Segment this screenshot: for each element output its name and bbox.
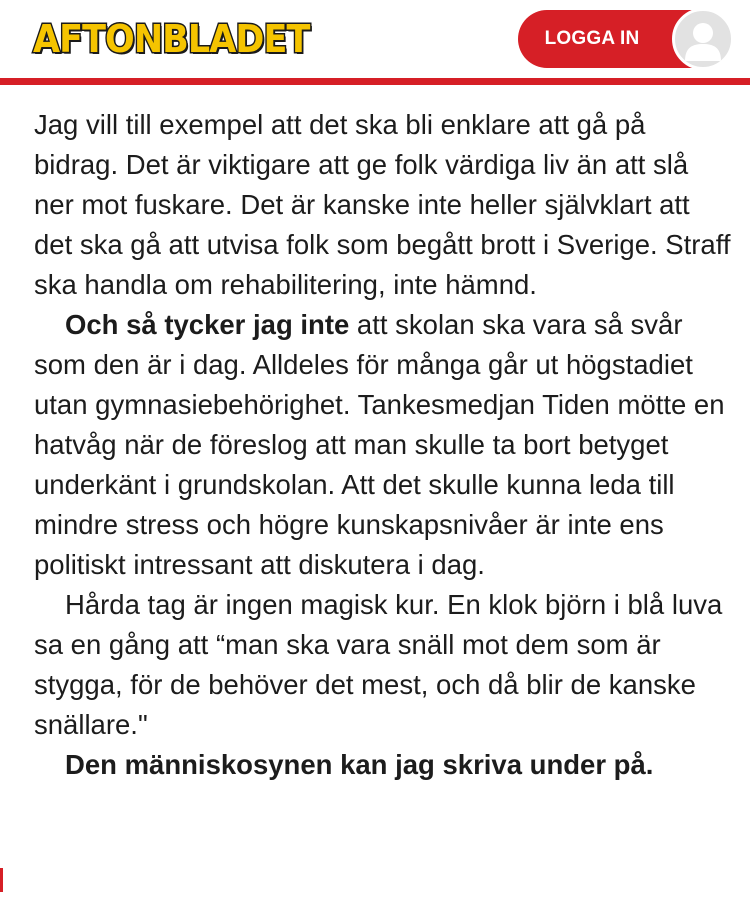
person-silhouette-icon <box>675 11 731 67</box>
paragraph-text: att skolan ska vara så svår som den är i dag. Alldeles för många går ut högstadiet utan gymnasiebehörighet. Tankesmedjan Tiden mötte en hatvåg när de föreslog att man skulle ta bort betyget underkänt i grundskolan. Att det skulle kunna leda till mindre stress och högre kunskapsnivåer är inte ens politiskt intressant att diskutera i dag. <box>34 309 725 580</box>
login-button-label: LOGGA IN <box>544 28 640 49</box>
edge-indicator <box>0 868 3 892</box>
header-divider <box>0 78 750 85</box>
user-avatar-icon[interactable] <box>672 8 734 70</box>
article-paragraph <box>34 105 734 305</box>
article-paragraph <box>34 745 734 785</box>
paragraph-lead: Och så tycker jag inte <box>65 309 350 340</box>
article-paragraph <box>34 585 734 745</box>
paragraph-text: Jag vill till exempel att det ska bli enklare att gå på bidrag. Det är viktigare att ge folk värdiga liv än att slå ner mot fuskare. Det är kanske inte heller självklart att det ska gå att utvisa folk som begått brott i Sverige. Straff ska handla om rehabilitering, inte hämnd. <box>34 109 731 300</box>
paragraph-lead: Den människosynen kan jag skriva under på. <box>65 749 654 780</box>
paragraph-text: Hårda tag är ingen magisk kur. En klok björn i blå luva sa en gång att “man ska vara snäll mot dem som är stygga, för de behöver det mest, och då blir de kanske snällare." <box>34 589 723 740</box>
article-paragraph <box>34 305 734 585</box>
aftonbladet-logo[interactable]: AFTONBLADET <box>33 17 310 61</box>
site-header <box>0 0 750 78</box>
article-body <box>34 105 734 785</box>
